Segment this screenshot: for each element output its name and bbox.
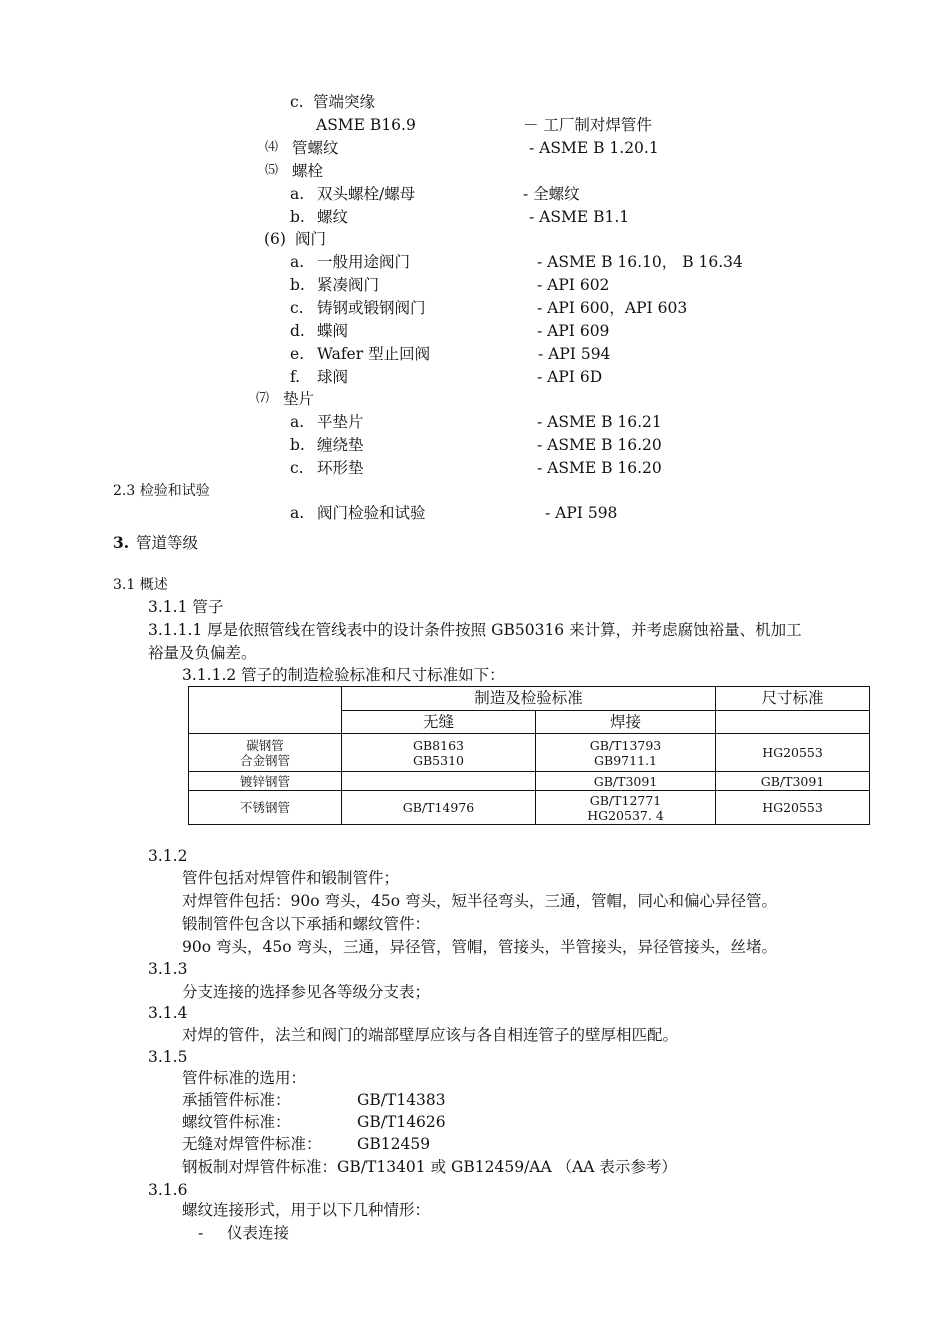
clause-3-1-2-line4: 90o 弯头，45o 弯头，三通，异径管，管帽，管接头，半管接头，异径管接头，丝堵。 [182, 938, 777, 956]
gasket-item-name: 缠绕垫 [317, 436, 364, 454]
clause-3-1-1-2: 3.1.1.2 管子的制造检验标准和尺寸标准如下： [182, 666, 505, 684]
clause-3-1-5-number: 3.1.5 [148, 1048, 188, 1066]
valve-item-name: 一般用途阀门 [317, 253, 411, 271]
fitting-c-description: － 工厂制对焊管件 [523, 116, 652, 134]
pipe-standards-table [188, 686, 870, 825]
fitting-standard-label: 承插管件标准： [182, 1091, 291, 1109]
welded-cell: GB/T3091 [536, 772, 716, 791]
seamless-cell [342, 772, 536, 791]
gasket-item-standard: - ASME B 16.20 [537, 459, 662, 477]
thread-standard: - ASME B 1.20.1 [529, 139, 659, 157]
fitting-standard-last: 钢板制对焊管件标准：GB/T13401 或 GB12459/AA （AA 表示参考） [182, 1158, 677, 1176]
standard-code: GB8163 [413, 737, 464, 753]
seamless-cell: GB/T14976 [342, 791, 536, 825]
material-cell [189, 734, 342, 772]
material-name: 碳钢管 [246, 737, 284, 753]
valve-label: 阀门 [295, 230, 327, 248]
section-number: 3. [113, 533, 130, 552]
bolt-item-name: 螺纹 [317, 208, 349, 226]
fitting-standard-code: GB/T14383 [357, 1091, 446, 1109]
bolt-item-letter: b. [290, 208, 305, 226]
table-row [189, 772, 870, 791]
valve-item-name: 紧凑阀门 [317, 276, 380, 294]
gasket-item-standard: - ASME B 16.21 [537, 413, 662, 431]
fitting-standard-code: GB12459 [357, 1135, 431, 1153]
header-manufacture: 制造及检验标准 [342, 687, 716, 711]
valve-item-standard: - API 602 [537, 276, 610, 294]
fitting-standard-label: 螺纹管件标准： [182, 1113, 291, 1131]
section-title: 管道等级 [136, 534, 199, 552]
table-row [189, 734, 870, 772]
welded-cell [536, 734, 716, 772]
gasket-number: ⑺ [256, 391, 270, 406]
table-row [189, 791, 870, 825]
gasket-item-name: 环形垫 [317, 459, 364, 477]
clause-3-1-6-item1: 仪表连接 [227, 1224, 290, 1242]
valve-item-letter: a. [290, 253, 305, 271]
material-cell: 不锈钢管 [189, 791, 342, 825]
inspection-item-standard: - API 598 [545, 504, 618, 522]
size-cell: HG20553 [716, 791, 870, 825]
valve-item-letter: f. [290, 368, 301, 386]
bolt-item-letter: a. [290, 185, 305, 203]
clause-3-1-4-number: 3.1.4 [148, 1004, 188, 1022]
valve-item-name: 铸钢或锻钢阀门 [317, 299, 426, 317]
seamless-cell [342, 734, 536, 772]
clause-3-1-3-line1: 分支连接的选择参见各等级分支表； [182, 983, 431, 1001]
header-seamless: 无缝 [342, 711, 536, 734]
bolt-item-standard: - ASME B1.1 [529, 208, 630, 226]
gasket-item-standard: - ASME B 16.20 [537, 436, 662, 454]
valve-item-letter: d. [290, 322, 305, 340]
gasket-label: 垫片 [283, 390, 315, 408]
standard-code: GB/T12771 [589, 792, 662, 808]
valve-item-letter: e. [290, 345, 305, 363]
clause-3-1-1-1-line1: 3.1.1.1 厚是依照管线在管线表中的设计条件按照 GB50316 来计算，并考虑腐蚀裕量、机加工 [148, 621, 802, 639]
clause-3-1-3-number: 3.1.3 [148, 960, 188, 978]
valve-item-name: 蝶阀 [317, 322, 349, 340]
bolt-item-name: 双头螺栓/螺母 [317, 185, 416, 203]
header-size: 尺寸标准 [716, 687, 870, 711]
inspection-heading: 2.3 检验和试验 [113, 483, 210, 499]
size-cell: GB/T3091 [716, 772, 870, 791]
thread-number: ⑷ [265, 140, 279, 155]
material-name: 合金钢管 [239, 752, 290, 768]
clause-3-1-2-line2: 对焊管件包括：90o 弯头，45o 弯头，短半径弯头，三通，管帽，同心和偏心异径管。 [182, 892, 777, 910]
inspection-item-letter: a. [290, 504, 305, 522]
gasket-item-letter: a. [290, 413, 305, 431]
bolt-item-standard: - 全螺纹 [523, 185, 580, 203]
valve-item-standard: - API 594 [538, 345, 611, 363]
header-welded: 焊接 [536, 711, 716, 734]
thread-label: 管螺纹 [292, 139, 339, 157]
valve-item-standard: - ASME B 16.10， B 16.34 [537, 253, 743, 271]
fitting-c-standard: ASME B16.9 [316, 116, 416, 134]
standard-code: GB9711.1 [594, 752, 657, 768]
standard-code: GB/T13793 [589, 737, 662, 753]
clause-3-1-1: 3.1.1 管子 [148, 598, 224, 616]
clause-3-1-4-line1: 对焊的管件，法兰和阀门的端部壁厚应该与各自相连管子的壁厚相匹配。 [182, 1026, 679, 1044]
header-size-blank [716, 711, 870, 734]
bolt-number: ⑸ [265, 163, 279, 178]
bullet-dash: - [198, 1224, 204, 1242]
gasket-item-letter: b. [290, 436, 305, 454]
gasket-item-letter: c. [290, 459, 304, 477]
clause-3-1-6-line1: 螺纹连接形式，用于以下几种情形： [182, 1201, 431, 1219]
fitting-standard-label: 无缝对焊管件标准： [182, 1135, 322, 1153]
table-corner-cell [189, 687, 342, 734]
valve-item-name: 球阀 [317, 368, 349, 386]
valve-item-letter: c. [290, 299, 304, 317]
bolt-label: 螺栓 [292, 162, 324, 180]
standard-code: HG20537. 4 [587, 807, 664, 823]
size-cell: HG20553 [716, 734, 870, 772]
welded-cell [536, 791, 716, 825]
valve-item-letter: b. [290, 276, 305, 294]
valve-item-standard: - API 6D [537, 368, 603, 386]
clause-3-1-2-line1: 管件包括对焊管件和锻制管件； [182, 869, 400, 887]
gasket-item-name: 平垫片 [317, 413, 364, 431]
clause-3-1-5-line1: 管件标准的选用： [182, 1069, 307, 1087]
subsection-heading: 3.1 概述 [113, 577, 168, 593]
material-cell: 镀锌钢管 [189, 772, 342, 791]
standard-code: GB5310 [413, 752, 464, 768]
clause-3-1-2-line3: 锻制管件包含以下承插和螺纹管件： [182, 915, 431, 933]
fitting-standard-code: GB/T14626 [357, 1113, 446, 1131]
clause-3-1-6-number: 3.1.6 [148, 1181, 188, 1199]
clause-3-1-2-number: 3.1.2 [148, 847, 188, 865]
fitting-c-text: 管端突缘 [313, 93, 376, 111]
valve-item-name: Wafer 型止回阀 [317, 345, 431, 363]
inspection-item-name: 阀门检验和试验 [317, 504, 426, 522]
valve-item-standard: - API 609 [537, 322, 610, 340]
clause-3-1-1-1-line2: 裕量及负偏差。 [148, 644, 257, 662]
valve-number: (6) [264, 230, 286, 248]
fitting-c-letter: c. [290, 93, 304, 111]
valve-item-standard: - API 600，API 603 [537, 299, 688, 317]
